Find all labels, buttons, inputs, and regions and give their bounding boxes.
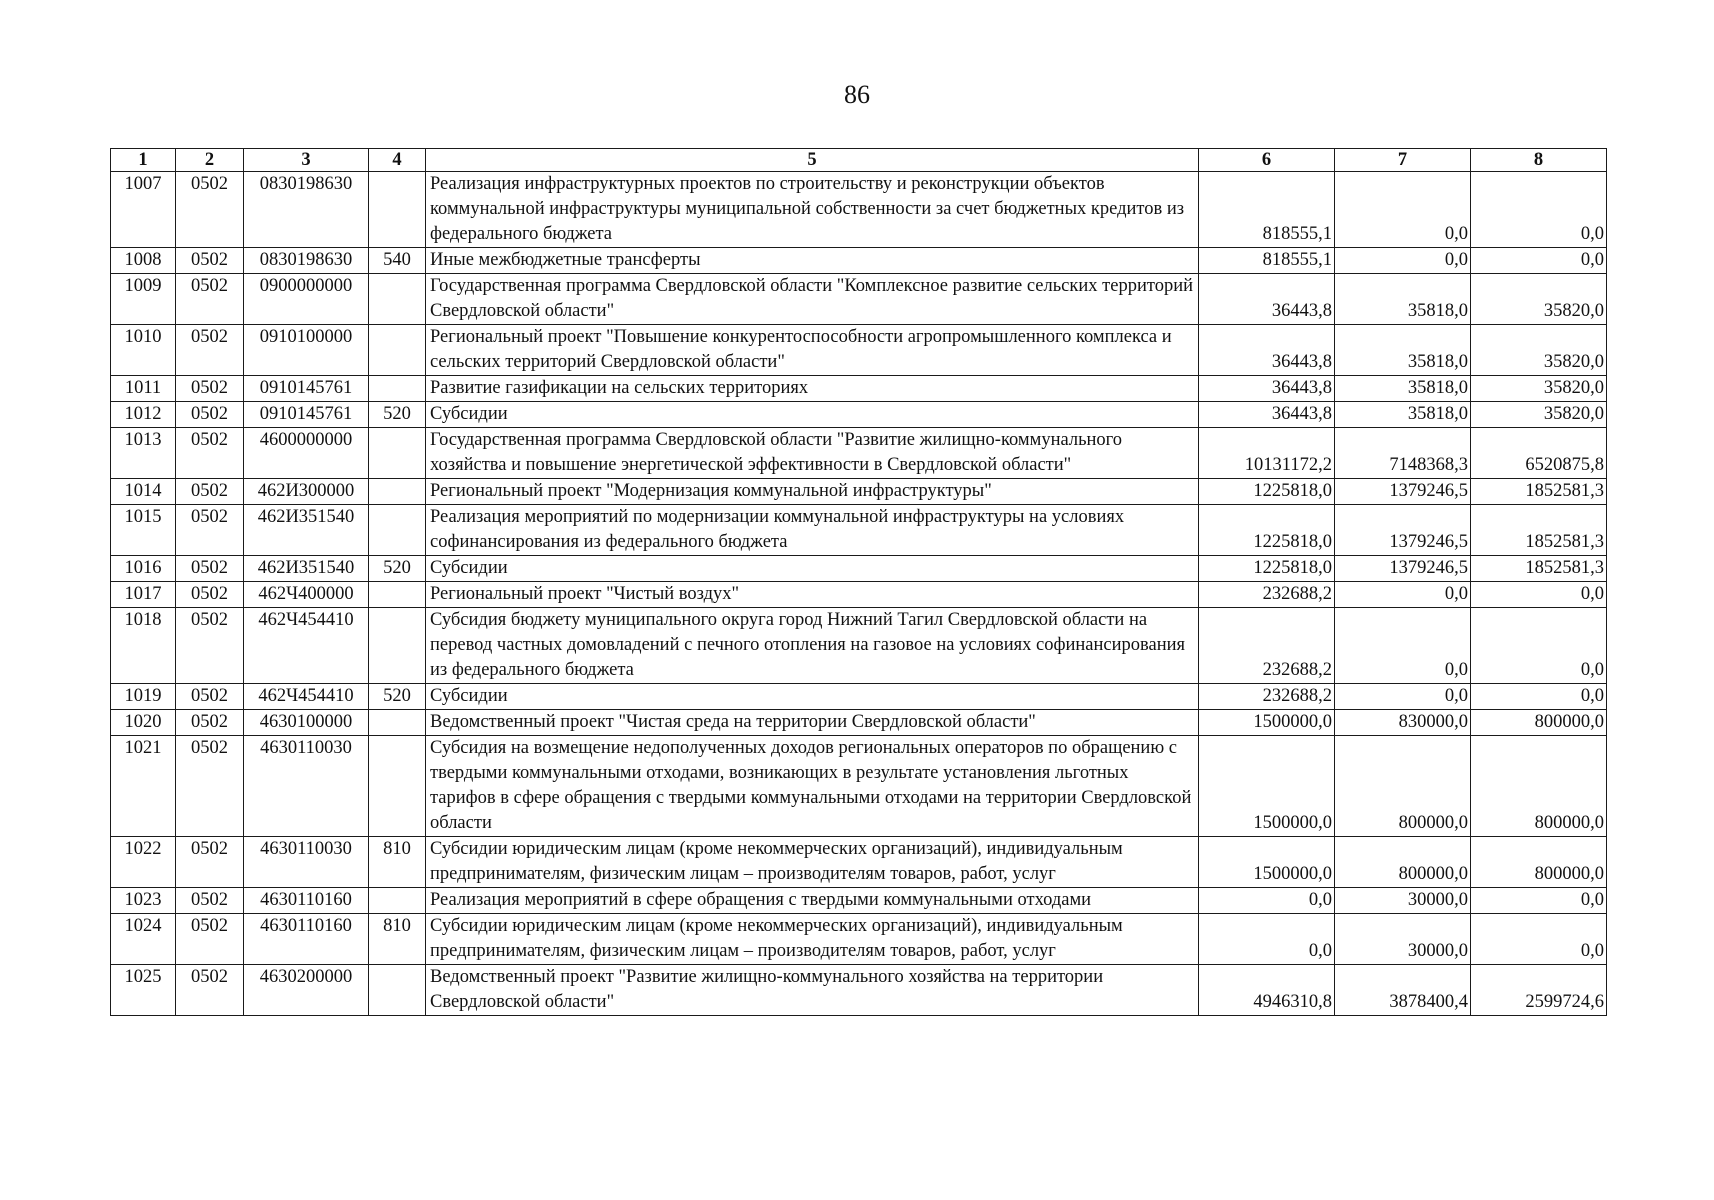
amount-col8: 35820,0 xyxy=(1471,376,1607,402)
amount-col6: 1225818,0 xyxy=(1199,505,1335,556)
amount-col6: 232688,2 xyxy=(1199,582,1335,608)
amount-col8: 800000,0 xyxy=(1471,837,1607,888)
table-row xyxy=(111,582,1607,608)
amount-col8: 2599724,6 xyxy=(1471,965,1607,1016)
amount-col6: 1500000,0 xyxy=(1199,736,1335,837)
column-header: 4 xyxy=(369,149,426,172)
amount-col7: 30000,0 xyxy=(1335,888,1471,914)
expense-type xyxy=(369,710,426,736)
expense-type: 810 xyxy=(369,914,426,965)
table-row xyxy=(111,710,1607,736)
section-code: 0502 xyxy=(176,428,244,479)
row-number: 1009 xyxy=(111,274,176,325)
amount-col8: 0,0 xyxy=(1471,914,1607,965)
amount-col6: 818555,1 xyxy=(1199,248,1335,274)
column-header: 3 xyxy=(244,149,369,172)
expense-type xyxy=(369,736,426,837)
target-code: 0910145761 xyxy=(244,402,369,428)
target-code: 462Ч454410 xyxy=(244,608,369,684)
item-name: Государственная программа Свердловской области "Развитие жилищно-коммунального хозяйства и повышение энергетической эффективности в Свердловской области" xyxy=(426,428,1199,479)
target-code: 4630100000 xyxy=(244,710,369,736)
target-code: 462И351540 xyxy=(244,505,369,556)
expense-type xyxy=(369,608,426,684)
expense-type xyxy=(369,376,426,402)
amount-col6: 232688,2 xyxy=(1199,684,1335,710)
row-number: 1016 xyxy=(111,556,176,582)
expense-type xyxy=(369,172,426,248)
table-row xyxy=(111,556,1607,582)
item-name: Региональный проект "Чистый воздух" xyxy=(426,582,1199,608)
row-number: 1012 xyxy=(111,402,176,428)
table-row xyxy=(111,248,1607,274)
amount-col6: 10131172,2 xyxy=(1199,428,1335,479)
amount-col8: 0,0 xyxy=(1471,608,1607,684)
expense-type: 540 xyxy=(369,248,426,274)
expense-type xyxy=(369,325,426,376)
amount-col7: 35818,0 xyxy=(1335,274,1471,325)
row-number: 1013 xyxy=(111,428,176,479)
amount-col6: 4946310,8 xyxy=(1199,965,1335,1016)
row-number: 1021 xyxy=(111,736,176,837)
expense-type: 520 xyxy=(369,402,426,428)
row-number: 1014 xyxy=(111,479,176,505)
amount-col7: 7148368,3 xyxy=(1335,428,1471,479)
target-code: 462И351540 xyxy=(244,556,369,582)
section-code: 0502 xyxy=(176,248,244,274)
amount-col6: 36443,8 xyxy=(1199,402,1335,428)
amount-col7: 800000,0 xyxy=(1335,837,1471,888)
section-code: 0502 xyxy=(176,505,244,556)
row-number: 1024 xyxy=(111,914,176,965)
item-name: Ведомственный проект "Чистая среда на территории Свердловской области" xyxy=(426,710,1199,736)
target-code: 4630200000 xyxy=(244,965,369,1016)
amount-col6: 818555,1 xyxy=(1199,172,1335,248)
table-row xyxy=(111,684,1607,710)
table-row xyxy=(111,965,1607,1016)
amount-col6: 1500000,0 xyxy=(1199,710,1335,736)
amount-col7: 0,0 xyxy=(1335,608,1471,684)
target-code: 4630110030 xyxy=(244,837,369,888)
amount-col7: 0,0 xyxy=(1335,582,1471,608)
row-number: 1022 xyxy=(111,837,176,888)
section-code: 0502 xyxy=(176,837,244,888)
section-code: 0502 xyxy=(176,325,244,376)
table-row xyxy=(111,172,1607,248)
amount-col7: 0,0 xyxy=(1335,684,1471,710)
amount-col8: 35820,0 xyxy=(1471,402,1607,428)
target-code: 462И300000 xyxy=(244,479,369,505)
expense-type xyxy=(369,505,426,556)
amount-col7: 1379246,5 xyxy=(1335,556,1471,582)
target-code: 0900000000 xyxy=(244,274,369,325)
item-name: Региональный проект "Модернизация коммунальной инфраструктуры" xyxy=(426,479,1199,505)
target-code: 462Ч454410 xyxy=(244,684,369,710)
column-header: 8 xyxy=(1471,149,1607,172)
amount-col7: 35818,0 xyxy=(1335,376,1471,402)
section-code: 0502 xyxy=(176,556,244,582)
target-code: 4600000000 xyxy=(244,428,369,479)
amount-col7: 0,0 xyxy=(1335,248,1471,274)
table-row xyxy=(111,736,1607,837)
column-header: 1 xyxy=(111,149,176,172)
row-number: 1019 xyxy=(111,684,176,710)
section-code: 0502 xyxy=(176,582,244,608)
amount-col7: 1379246,5 xyxy=(1335,479,1471,505)
column-header: 6 xyxy=(1199,149,1335,172)
amount-col8: 0,0 xyxy=(1471,888,1607,914)
row-number: 1018 xyxy=(111,608,176,684)
amount-col8: 800000,0 xyxy=(1471,736,1607,837)
amount-col7: 1379246,5 xyxy=(1335,505,1471,556)
expense-type xyxy=(369,479,426,505)
row-number: 1010 xyxy=(111,325,176,376)
item-name: Развитие газификации на сельских территориях xyxy=(426,376,1199,402)
table-row xyxy=(111,837,1607,888)
table-row xyxy=(111,505,1607,556)
amount-col6: 0,0 xyxy=(1199,888,1335,914)
amount-col7: 3878400,4 xyxy=(1335,965,1471,1016)
section-code: 0502 xyxy=(176,376,244,402)
table-row xyxy=(111,888,1607,914)
target-code: 4630110160 xyxy=(244,914,369,965)
amount-col8: 0,0 xyxy=(1471,582,1607,608)
column-header: 5 xyxy=(426,149,1199,172)
amount-col6: 1225818,0 xyxy=(1199,479,1335,505)
amount-col8: 35820,0 xyxy=(1471,325,1607,376)
item-name: Субсидия на возмещение недополученных доходов региональных операторов по обращению с твердыми коммунальными отходами, возникающих в результате установления льготных тарифов в сфере обращения с твердыми коммунальными отходами на территории Свердловской области xyxy=(426,736,1199,837)
target-code: 0910145761 xyxy=(244,376,369,402)
table-row xyxy=(111,479,1607,505)
amount-col7: 800000,0 xyxy=(1335,736,1471,837)
amount-col7: 35818,0 xyxy=(1335,402,1471,428)
item-name: Реализация мероприятий по модернизации коммунальной инфраструктуры на условиях софинансирования из федерального бюджета xyxy=(426,505,1199,556)
expense-type xyxy=(369,965,426,1016)
amount-col6: 232688,2 xyxy=(1199,608,1335,684)
row-number: 1011 xyxy=(111,376,176,402)
section-code: 0502 xyxy=(176,965,244,1016)
amount-col8: 0,0 xyxy=(1471,684,1607,710)
amount-col8: 1852581,3 xyxy=(1471,505,1607,556)
section-code: 0502 xyxy=(176,914,244,965)
section-code: 0502 xyxy=(176,736,244,837)
table-row xyxy=(111,428,1607,479)
amount-col8: 0,0 xyxy=(1471,248,1607,274)
column-header: 2 xyxy=(176,149,244,172)
item-name: Субсидии xyxy=(426,684,1199,710)
amount-col8: 1852581,3 xyxy=(1471,556,1607,582)
header-row xyxy=(111,149,1607,172)
amount-col8: 35820,0 xyxy=(1471,274,1607,325)
item-name: Региональный проект "Повышение конкурентоспособности агропромышленного комплекса и сельских территорий Свердловской области" xyxy=(426,325,1199,376)
amount-col7: 830000,0 xyxy=(1335,710,1471,736)
item-name: Субсидия бюджету муниципального округа город Нижний Тагил Свердловской области на перевод частных домовладений с печного отопления на газовое на условиях софинансирования из федерального бюджета xyxy=(426,608,1199,684)
amount-col7: 30000,0 xyxy=(1335,914,1471,965)
amount-col7: 0,0 xyxy=(1335,172,1471,248)
section-code: 0502 xyxy=(176,274,244,325)
item-name: Субсидии xyxy=(426,402,1199,428)
table-row xyxy=(111,608,1607,684)
item-name: Субсидии юридическим лицам (кроме некоммерческих организаций), индивидуальным предпринимателям, физическим лицам – производителям товаров, работ, услуг xyxy=(426,837,1199,888)
row-number: 1023 xyxy=(111,888,176,914)
target-code: 0830198630 xyxy=(244,172,369,248)
section-code: 0502 xyxy=(176,888,244,914)
item-name: Субсидии юридическим лицам (кроме некоммерческих организаций), индивидуальным предпринимателям, физическим лицам – производителям товаров, работ, услуг xyxy=(426,914,1199,965)
amount-col6: 36443,8 xyxy=(1199,325,1335,376)
row-number: 1007 xyxy=(111,172,176,248)
amount-col8: 0,0 xyxy=(1471,172,1607,248)
amount-col6: 1500000,0 xyxy=(1199,837,1335,888)
row-number: 1015 xyxy=(111,505,176,556)
expense-type: 810 xyxy=(369,837,426,888)
row-number: 1017 xyxy=(111,582,176,608)
section-code: 0502 xyxy=(176,402,244,428)
row-number: 1020 xyxy=(111,710,176,736)
section-code: 0502 xyxy=(176,684,244,710)
expense-type xyxy=(369,888,426,914)
item-name: Субсидии xyxy=(426,556,1199,582)
expense-type xyxy=(369,274,426,325)
item-name: Реализация мероприятий в сфере обращения с твердыми коммунальными отходами xyxy=(426,888,1199,914)
target-code: 4630110030 xyxy=(244,736,369,837)
column-header: 7 xyxy=(1335,149,1471,172)
amount-col8: 6520875,8 xyxy=(1471,428,1607,479)
page-number: 86 xyxy=(844,80,870,109)
item-name: Реализация инфраструктурных проектов по строительству и реконструкции объектов коммунальной инфраструктуры муниципальной собственности за счет бюджетных кредитов из федерального бюджета xyxy=(426,172,1199,248)
table-row xyxy=(111,402,1607,428)
target-code: 0830198630 xyxy=(244,248,369,274)
table-row xyxy=(111,376,1607,402)
amount-col6: 0,0 xyxy=(1199,914,1335,965)
section-code: 0502 xyxy=(176,172,244,248)
amount-col6: 1225818,0 xyxy=(1199,556,1335,582)
target-code: 462Ч400000 xyxy=(244,582,369,608)
row-number: 1025 xyxy=(111,965,176,1016)
item-name: Ведомственный проект "Развитие жилищно-коммунального хозяйства на территории Свердловской области" xyxy=(426,965,1199,1016)
amount-col8: 800000,0 xyxy=(1471,710,1607,736)
target-code: 0910100000 xyxy=(244,325,369,376)
section-code: 0502 xyxy=(176,479,244,505)
expense-type xyxy=(369,582,426,608)
row-number: 1008 xyxy=(111,248,176,274)
section-code: 0502 xyxy=(176,608,244,684)
target-code: 4630110160 xyxy=(244,888,369,914)
table-row xyxy=(111,274,1607,325)
item-name: Иные межбюджетные трансферты xyxy=(426,248,1199,274)
expense-type: 520 xyxy=(369,684,426,710)
table-row xyxy=(111,325,1607,376)
section-code: 0502 xyxy=(176,710,244,736)
item-name: Государственная программа Свердловской области "Комплексное развитие сельских территорий Свердловской области" xyxy=(426,274,1199,325)
amount-col8: 1852581,3 xyxy=(1471,479,1607,505)
table-row xyxy=(111,914,1607,965)
amount-col7: 35818,0 xyxy=(1335,325,1471,376)
budget-table xyxy=(110,148,1607,1016)
amount-col6: 36443,8 xyxy=(1199,274,1335,325)
expense-type xyxy=(369,428,426,479)
expense-type: 520 xyxy=(369,556,426,582)
amount-col6: 36443,8 xyxy=(1199,376,1335,402)
